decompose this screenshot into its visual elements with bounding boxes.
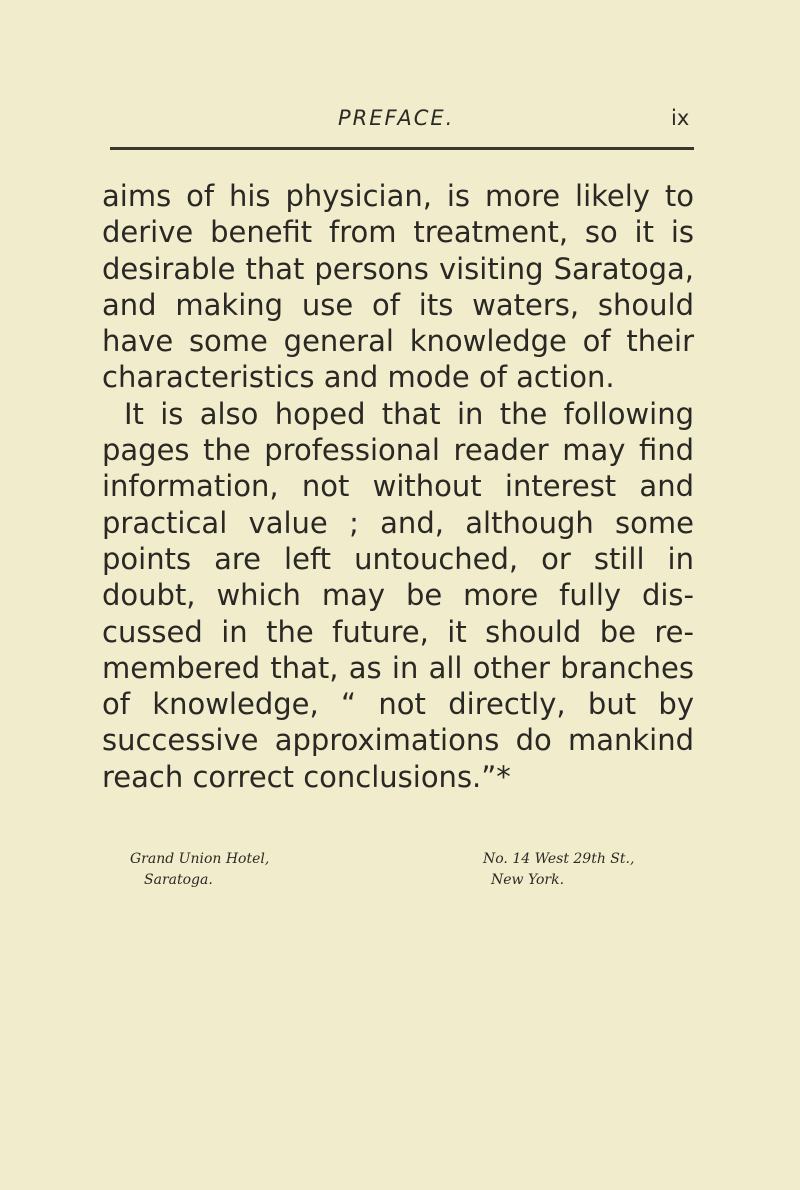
signature-right — [483, 849, 634, 891]
text-line: reach correct conclusions.”* — [102, 759, 511, 794]
body-text — [102, 178, 694, 795]
text-line: of knowledge, “ not directly, but by — [102, 687, 694, 722]
text-line: characteristics and mode of action. — [102, 360, 615, 395]
text-line: have some general knowledge of their — [102, 324, 694, 359]
text-line: and making use of its waters, should — [102, 287, 694, 322]
text-line: cussed in the future, it should be re- — [102, 614, 694, 649]
text-line: membered that, as in all other branches — [102, 650, 694, 685]
text-line: information, not without interest and — [102, 469, 694, 504]
page-number: ix — [671, 106, 690, 130]
text-line: points are left untouched, or still in — [102, 541, 694, 576]
signature-right-line1: No. 14 West 29th St., — [483, 851, 635, 867]
text-line: desirable that persons visiting Saratoga, — [102, 251, 694, 286]
page-header — [0, 106, 800, 138]
text-line: It is also hoped that in the following — [124, 396, 694, 431]
text-line: practical value ; and, although some — [102, 505, 694, 540]
signature-left — [130, 849, 269, 891]
text-line: derive benefit from treatment, so it is — [102, 215, 694, 250]
signature-left-line2: Saratoga. — [144, 872, 213, 888]
text-line: aims of his physician, is more likely to — [102, 179, 694, 213]
signature-block — [0, 849, 800, 899]
text-line: pages the professional reader may find — [102, 433, 694, 468]
text-line: successive approximations do mankind — [102, 723, 694, 758]
text-line: doubt, which may be more fully dis- — [102, 578, 694, 613]
running-title: PREFACE. — [338, 106, 455, 130]
header-rule — [110, 147, 694, 150]
signature-left-line1: Grand Union Hotel, — [130, 851, 270, 867]
signature-right-line2: New York. — [491, 872, 565, 888]
